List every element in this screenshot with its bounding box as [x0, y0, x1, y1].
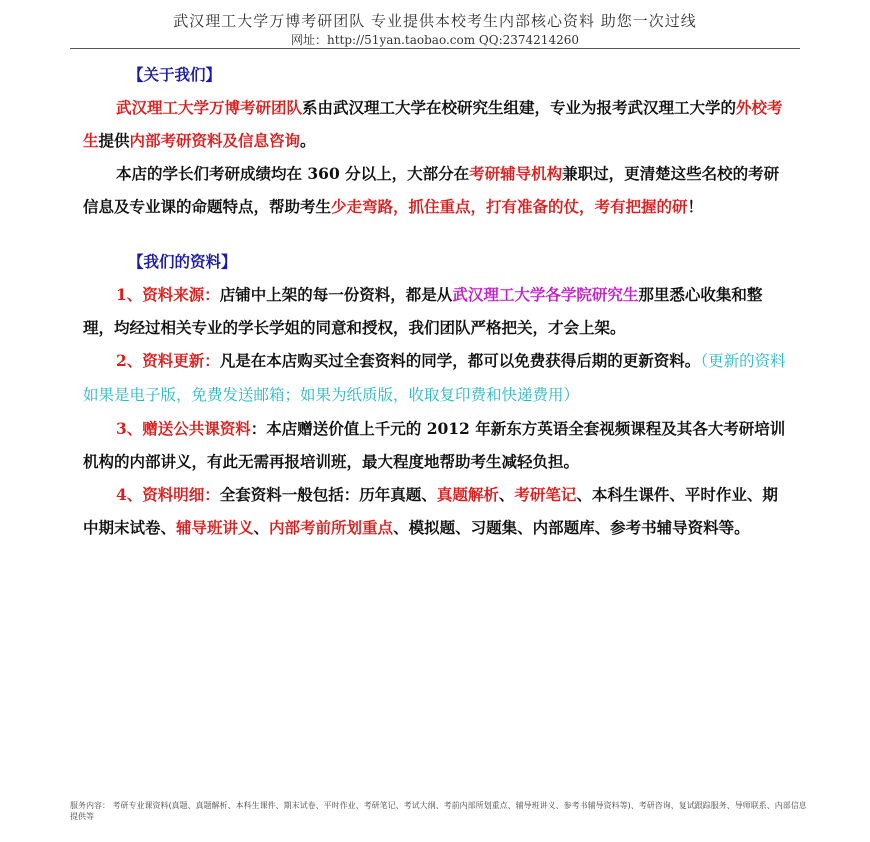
header-divider — [70, 48, 800, 49]
section-gap — [83, 223, 791, 245]
materials-heading: 【我们的资料】 — [128, 252, 237, 271]
header-contact: 网址：http://51yan.taobao.com QQ:2374214260 — [290, 33, 579, 47]
about-heading: 【关于我们】 — [128, 65, 222, 84]
about-paragraph-1: 武汉理工大学万博考研团队系由武汉理工大学在校研究生组建，专业为报考武汉理工大学的外校考生提供内部考研资料及信息咨询。 — [83, 98, 783, 150]
document-body — [83, 58, 791, 544]
page-header — [70, 10, 800, 48]
header-slogan: 武汉理工大学万博考研团队 专业提供本校考生内部核心资料 助您一次过线 — [173, 12, 697, 30]
materials-item-update: 2、资料更新：凡是在本店购买过全套资料的同学，都可以免费获得后期的更新资料。（更新的资料如果是电子版，免费发送邮箱；如果为纸质版，收取复印费和快递费用） — [83, 351, 786, 404]
materials-item-source: 1、资料来源：店铺中上架的每一份资料，都是从武汉理工大学各学院研究生那里悉心收集和整理，均经过相关专业的学长学姐的同意和授权，我们团队严格把关，才会上架。 — [83, 285, 763, 337]
materials-item-gift: 3、赠送公共课资料：本店赠送价值上千元的 2012 年新东方英语全套视频课程及其各大考研培训机构的内部讲义，有此无需再报培训班，最大程度地帮助考生减轻负担。 — [83, 419, 786, 471]
materials-item-details: 4、资料明细：全套资料一般包括：历年真题、真题解析、考研笔记、本科生课件、平时作业、期中期末试卷、辅导班讲义、内部考前所划重点、模拟题、习题集、内部题库、参考书辅导资料等。 — [83, 485, 778, 537]
team-name: 武汉理工大学万博考研团队 — [116, 98, 303, 117]
page-footer: 服务内容： 考研专业课资料(真题、真题解析、本科生课件、期末试卷、平时作业、考研笔记、考试大纲、考前内部所划重点、辅导班讲义、参考书辅导资料等)、考研咨询、复试跟踪服务、导师联系、内部信息提供等 — [70, 801, 807, 821]
about-paragraph-2: 本店的学长们考研成绩均在 360 分以上，大部分在考研辅导机构兼职过，更清楚这些名校的考研信息及专业课的命题特点，帮助考生少走弯路，抓住重点，打有准备的仗，考有把握的研！ — [83, 164, 780, 216]
